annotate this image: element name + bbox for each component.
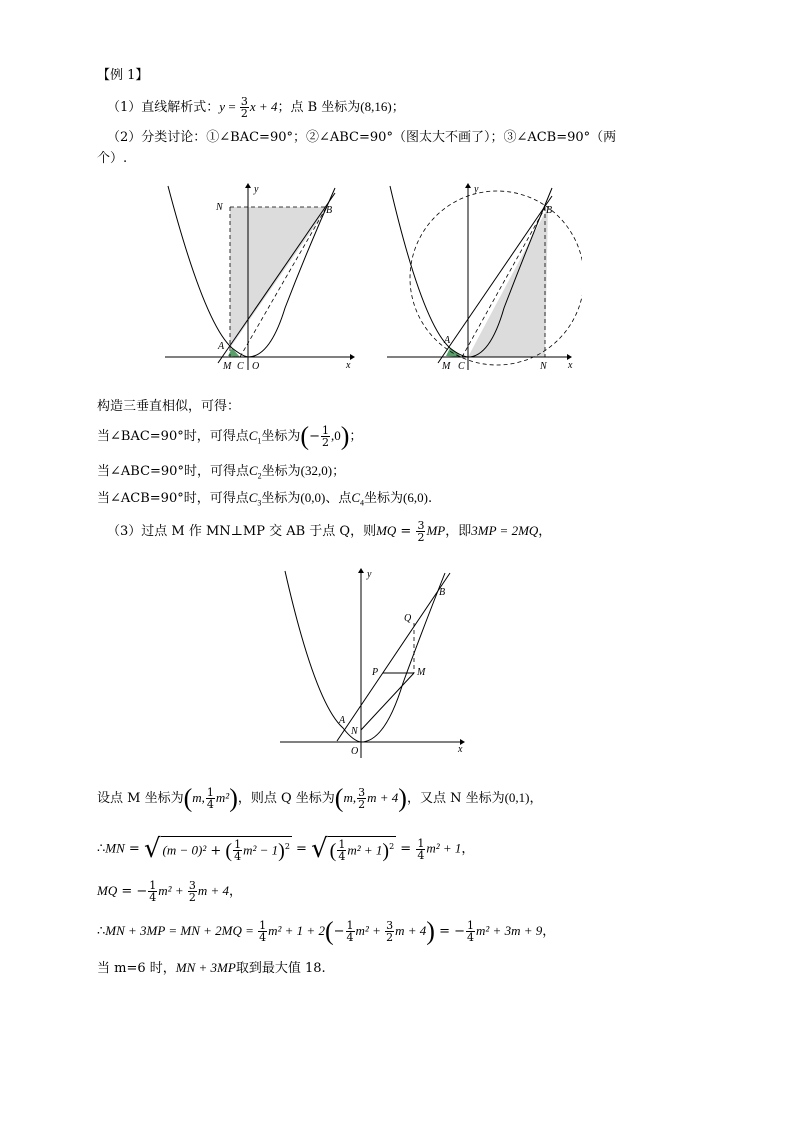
mq-t1: m² + (158, 883, 187, 898)
sum-den3: 2 (386, 931, 394, 944)
let-q-coord-a: m, (343, 790, 357, 805)
figure1-label-a: A (218, 341, 225, 352)
figure1-label-m: M (223, 361, 232, 372)
case2-end: ； (332, 464, 346, 479)
sum-t3: m + 4 (395, 923, 427, 938)
part3-eq2: 3MP = 2MQ (471, 523, 539, 538)
let-p3: ，又点 N 坐标为 (406, 791, 505, 806)
figure3-label-n: N (351, 726, 358, 737)
part1-eq-tail: x + 4 (249, 99, 278, 114)
case3-sub2: 4 (360, 498, 365, 508)
case1-sub: 1 (257, 436, 262, 446)
case2-prefix: 当∠ABC=90°时，可得点 (97, 464, 249, 479)
figure1-y-arrow (245, 183, 251, 188)
mn-rad2-den: 4 (338, 850, 346, 864)
final-line (97, 958, 326, 979)
mn-radical2: √ ( $\frac{1}{4}$ m² + 1)$^2$ (311, 834, 395, 865)
mn-rad1-a: (m − 0)² (162, 842, 207, 858)
figure1-label-b: B (326, 205, 333, 216)
case3-line (97, 488, 432, 514)
case1-line: 当∠BAC=90°时，可得点$C_1$坐标为(− $\frac{1}{2}$ ,0)； (97, 421, 363, 451)
figure2-y-arrow (465, 183, 471, 188)
case1-prefix: 当∠BAC=90°时，可得点 (97, 429, 249, 444)
part1-prefix: （1）直线解析式： (107, 100, 220, 115)
figure3-label-q: Q (404, 613, 412, 624)
case1-fraction (321, 425, 330, 448)
let-m-coord-b: m² (215, 790, 230, 805)
figure2-label-c: C (458, 361, 465, 372)
mq-eq: = − (117, 884, 148, 899)
part3-num: 3 (417, 519, 425, 532)
let-m-line: 设点 M 坐标为(m, $\frac{1}{4}$ m²)，则点 Q 坐标为(m, $\frac{3}{2}$ m + 4)，又点 N 坐标为(0,1)， (97, 783, 543, 813)
figure1-label-x: x (346, 360, 351, 371)
sum-end: ， (542, 924, 556, 939)
sum-line: ∴MN + 3MP = MN + 2MQ = $\frac{1}{4}$ m² + 1 + 2(− $\frac{1}{4}$ m² + $\frac{3}{2}$ m + 4) = − $\frac{1}{4}$ m² + 3m + 9， (97, 916, 556, 946)
part1-point: (8,16) (360, 99, 392, 114)
sum-den4: 4 (467, 931, 475, 944)
case1-end: ； (349, 429, 363, 444)
part1-coef-fraction (240, 96, 249, 119)
figure3-label-y: y (367, 569, 372, 580)
mn-lhs: MN (105, 840, 125, 856)
mq-num1: 1 (149, 879, 157, 892)
part1-eq-lhs: y (219, 99, 226, 114)
part3-end: ， (538, 524, 552, 539)
sum-lhs: MN + 3MP = MN + 2MQ = (105, 923, 258, 938)
case1-tail: ,0 (330, 428, 341, 443)
figure3-label-o: O (351, 746, 359, 757)
case3-prefix: 当∠ACB=90°时，可得点 (97, 491, 249, 506)
mq-lhs: MQ (97, 883, 118, 898)
case3-sub: 3 (257, 498, 262, 508)
mn-res-num: 1 (417, 836, 425, 850)
figure2-label-n: N (540, 361, 547, 372)
case1-den: 2 (321, 436, 329, 449)
mq-t2: m + 4 (197, 883, 230, 898)
mq-den1: 4 (149, 891, 157, 904)
let-den1: 4 (206, 798, 214, 811)
case3-point: C (248, 490, 258, 505)
figure1-x-arrow (350, 354, 355, 360)
let-q-coord-b: m + 4 (367, 790, 399, 805)
part2-line2: 个）. (97, 151, 128, 166)
sum-therefore: ∴ (97, 924, 106, 939)
figure1-label-o: O (252, 361, 260, 372)
case2-line (97, 461, 345, 487)
figure2-small-green-triangle (446, 348, 462, 357)
figure3-line-ab (337, 573, 450, 741)
mn-rad1-sq: 2 (284, 842, 290, 851)
sum-in-neg: − (333, 924, 345, 939)
case1-num: 1 (321, 424, 329, 437)
figure3-label-p: P (372, 667, 379, 678)
mq-den2: 2 (188, 891, 196, 904)
mn-rad2-num: 1 (338, 838, 346, 852)
case3-sep: 、点 (325, 491, 352, 506)
let-frac1 (206, 787, 215, 810)
case1-rparen: ) (340, 421, 350, 451)
figure-2 (382, 178, 582, 373)
case3-end: . (427, 491, 433, 506)
figure-3 (275, 563, 475, 763)
mq-num2: 3 (188, 879, 196, 892)
figure2-label-b: B (546, 205, 553, 216)
mn-line: ∴MN = √ (m − 0)² + ( $\frac{1}{4}$ m² − 1)$^2$ = √ ( $\frac{1}{4}$ m² + 1)$^2$ = $\frac{1}{4}$ m² + 1， (97, 834, 475, 865)
part1-coef-num: 3 (240, 95, 248, 108)
case2-mid: 坐标为 (261, 464, 301, 479)
mn-rad1-num: 1 (234, 838, 242, 852)
mn-rad2-b: m² + 1 (347, 842, 383, 858)
part1-mid: ；点 B 坐标为 (277, 100, 361, 115)
figure2-label-a: A (444, 335, 451, 346)
mn-rad1-den: 4 (234, 850, 242, 864)
sum-eq: = − (434, 924, 466, 939)
mn-rad2-sq: 2 (389, 842, 395, 851)
figure3-label-b: B (439, 587, 446, 598)
mn-eq: = (124, 841, 144, 857)
sum-t2: m² + (355, 923, 385, 938)
example-title: 【例 1】 (97, 68, 149, 83)
let-frac2 (357, 787, 366, 810)
case1-point: C (248, 428, 258, 443)
part1-coef-den: 2 (240, 107, 248, 120)
mq-line (97, 880, 242, 903)
figure2-label-x: x (568, 360, 573, 371)
figure1-label-y: y (254, 184, 259, 195)
part3-line: （3）过点 M 作 MN⊥MP 交 AB 于点 Q，则MQ = $\frac{3}{2}$ MP，即3MP = 2MQ， (107, 519, 552, 544)
case1-mid: 坐标为 (261, 429, 301, 444)
final-p1: 当 m=6 时， (97, 961, 176, 976)
let-n-coord: (0,1) (504, 790, 530, 805)
final-p2: 取到最大值 18. (235, 961, 326, 976)
case2-sub: 2 (257, 471, 262, 481)
figure1-label-n: N (216, 202, 223, 213)
sum-num4: 1 (467, 919, 475, 932)
part2-line1: （2）分类讨论：①∠BAC=90°；②∠ABC=90°（图太大不画了）；③∠ACB=90°（两 (107, 130, 617, 145)
let-num2: 3 (358, 786, 366, 799)
figure-1 (160, 178, 360, 373)
part1-eq-sign: = (225, 99, 239, 114)
mn-res-b: m² + 1 (426, 840, 462, 856)
figure3-label-m: M (417, 667, 426, 678)
part3-den: 2 (417, 531, 425, 544)
case3-mid: 坐标为 (261, 491, 301, 506)
case3-mid2: 坐标为 (364, 491, 404, 506)
figure3-parabola (285, 571, 445, 742)
figure2-shaded-region (468, 207, 548, 357)
mn-rad1-b: m² − 1 (243, 842, 279, 858)
case3-coord2: (6,0) (403, 490, 428, 505)
case3-coord: (0,0) (300, 490, 326, 505)
part3-fraction (416, 520, 425, 543)
let-m-coord-a: m, (192, 790, 205, 805)
sum-num1: 1 (259, 919, 267, 932)
let-p2: ，则点 Q 坐标为 (237, 791, 335, 806)
figure3-y-arrow (358, 568, 364, 573)
mn-radical1: √ (m − 0)² + ( $\frac{1}{4}$ m² − 1)$^2$ (143, 834, 290, 865)
figure3-label-x: x (458, 744, 463, 755)
case2-coord: (32,0) (300, 463, 333, 478)
case2-point: C (248, 463, 258, 478)
let-num1: 1 (206, 786, 214, 799)
case1-lparen: ( (300, 421, 310, 451)
mn-rad1-plus: + (206, 843, 226, 859)
part3-rhs: MP (426, 523, 446, 538)
figure1-shaded-triangle (230, 207, 328, 348)
sum-den1: 4 (259, 931, 267, 944)
sum-num2: 1 (346, 919, 354, 932)
sum-den2: 4 (346, 931, 354, 944)
part1-line (107, 96, 405, 119)
mn-end: ， (461, 841, 475, 857)
sum-t1: m² + 1 + 2 (268, 923, 325, 938)
figure3-label-a: A (339, 715, 346, 726)
part3-prefix: （3）过点 M 作 MN⊥MP 交 AB 于点 Q，则 (107, 524, 377, 539)
case3-point2: C (351, 490, 361, 505)
sum-num3: 3 (386, 919, 394, 932)
mn-res-den: 4 (417, 848, 425, 862)
final-expr: MN + 3MP (175, 960, 236, 975)
figure2-label-y: y (474, 184, 479, 195)
let-p1: 设点 M 坐标为 (97, 791, 184, 806)
mn-therefore: ∴ (97, 841, 106, 857)
let-den2: 2 (358, 798, 366, 811)
figure1-label-c: C (237, 361, 244, 372)
part3-mid: ，即 (445, 524, 472, 539)
part3-lhs: MQ (376, 523, 397, 538)
sum-t4: m² + 3m + 9 (476, 923, 543, 938)
let-end: ， (529, 791, 543, 806)
part1-end: ； (391, 100, 405, 115)
mq-end: ， (229, 884, 243, 899)
figure2-label-m: M (442, 361, 451, 372)
construct-line: 构造三垂直相似，可得： (97, 399, 241, 414)
